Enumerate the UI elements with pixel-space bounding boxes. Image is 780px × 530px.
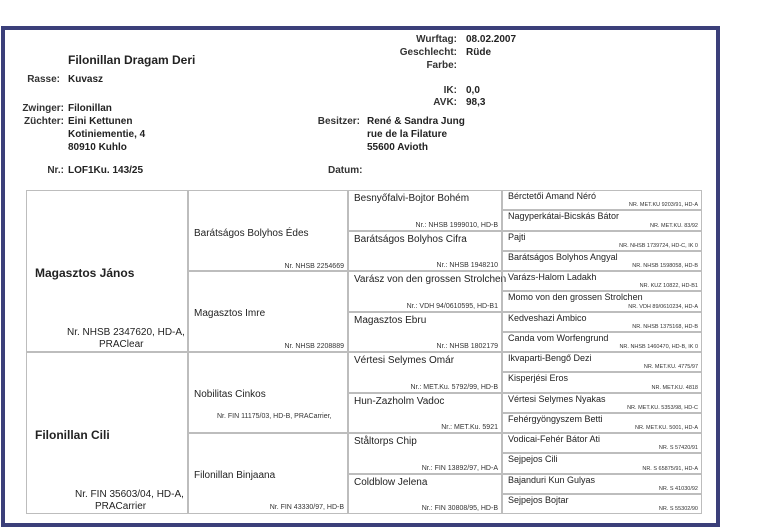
g3-reg: Nr.: FIN 13892/97, HD-A <box>421 464 498 472</box>
besitzer-label: Besitzer: <box>317 116 360 127</box>
geschlecht-value: Rüde <box>466 47 491 58</box>
wurftag-label: Wurftag: <box>416 34 457 45</box>
g3-cell <box>348 231 502 272</box>
g4-reg: NR. NHSB 1460470, HD-B, IK 0 <box>619 344 698 350</box>
g3-reg: Nr.: VDH 94/0610595, HD-B1 <box>406 302 498 310</box>
dam-reg2: PRACarrier <box>95 501 147 512</box>
g2-cell-4 <box>188 433 348 514</box>
rasse-label: Rasse: <box>27 74 60 85</box>
g2-cell-2 <box>188 271 348 352</box>
g4-cell <box>502 433 702 453</box>
besitzer-street: rue de la Filature <box>367 129 448 140</box>
g4-name: Vértesi Selymes Nyakas <box>508 393 606 404</box>
g4-reg: NR. MET.KU. 4818 <box>651 384 698 391</box>
g3-cell <box>348 190 502 231</box>
g4-name: Kisperjési Eros <box>508 373 569 384</box>
g2-reg-2: Nr. NHSB 2208889 <box>284 343 344 350</box>
sire-name: Magasztos János <box>35 266 135 280</box>
g4-name: Nagyperkátai-Bicskás Bátor <box>508 211 620 222</box>
g4-cell <box>502 291 702 311</box>
g4-cell <box>502 332 702 352</box>
g3-reg: Nr.: FIN 30808/95, HD-B <box>421 505 498 512</box>
wurftag-value: 08.02.2007 <box>466 34 517 45</box>
g4-name: Momo von den grossen Strolchen <box>508 292 643 303</box>
g4-cell <box>502 413 702 433</box>
g4-name: Bérctetői Amand Néró <box>508 191 597 201</box>
g4-reg: NR. KUZ 10822, HD-B1 <box>639 283 698 290</box>
g3-cell <box>348 433 502 474</box>
g3-name: Ståltorps Chip <box>354 436 417 447</box>
g4-cell <box>502 231 702 251</box>
zuechter-name: Eini Kettunen <box>68 116 133 127</box>
g4-cell <box>502 352 702 372</box>
dam-name: Filonillan Cili <box>35 428 110 442</box>
g4-cell <box>502 494 702 514</box>
g2-reg-3: Nr. FIN 11175/03, HD-B, PRACarrier, <box>217 413 332 420</box>
zwinger-value: Filonillan <box>68 103 112 114</box>
sire-reg2: PRAClear <box>99 339 144 350</box>
dam-reg: Nr. FIN 35603/04, HD-A, <box>75 489 184 500</box>
besitzer-city: 55600 Avioth <box>367 142 428 153</box>
g4-reg: NR. NHSB 1375168, HD-B <box>632 323 698 330</box>
besitzer-name: René & Sandra Jung <box>367 116 465 127</box>
g2-cell-3 <box>188 352 348 433</box>
g4-reg: NR. VDH 89/0610234, HD-A <box>628 303 698 310</box>
zuechter-label: Züchter: <box>24 116 64 127</box>
g4-reg: NR. NHSB 1739724, HD-C, IK 0 <box>619 242 698 249</box>
zuechter-street: Kotiniementie, 4 <box>68 129 146 140</box>
g3-cell <box>348 312 502 353</box>
g3-reg: Nr.: MET.Ku. 5921 <box>441 424 498 431</box>
g4-reg: NR. NHSB 1598058, HD-B <box>632 263 698 269</box>
g4-cell <box>502 251 702 271</box>
g3-name: Coldblow Jelena <box>354 476 428 488</box>
g4-cell <box>502 210 702 230</box>
g2-name-1: Barátságos Bolyhos Édes <box>194 228 309 239</box>
datum-label: Datum: <box>328 165 363 176</box>
dam-cell <box>26 352 188 514</box>
g3-name: Varász von den grossen Strolchen <box>354 274 507 285</box>
g4-name: Sejpejos Cili <box>508 454 558 465</box>
g4-name: Bajanduri Kun Gulyas <box>508 474 596 485</box>
g3-cell <box>348 393 502 434</box>
g4-name: Kedveshazi Ambico <box>508 312 587 323</box>
g3-reg: Nr.: MET.Ku. 5792/99, HD-B <box>410 383 498 391</box>
g4-name: Barátságos Bolyhos Angyal <box>508 251 618 262</box>
g4-cell <box>502 474 702 494</box>
g4-name: Fehérgyöngyszem Betti <box>508 413 603 424</box>
g4-reg: NR. S 41030/92 <box>658 485 698 492</box>
g2-cell-1 <box>188 190 348 271</box>
nr-label: Nr.: <box>47 165 64 176</box>
zwinger-label: Zwinger: <box>22 103 64 114</box>
g3-cell <box>348 352 502 393</box>
g4-name: Vodicai-Fehér Bátor Ati <box>508 434 601 444</box>
g4-cell <box>502 271 702 291</box>
g4-cell <box>502 453 702 473</box>
farbe-label: Farbe: <box>426 60 457 71</box>
pedigree-table <box>26 190 702 514</box>
g3-name: Besnyőfalvi-Bojtor Bohém <box>354 193 470 204</box>
g4-reg: NR. S 55302/90 <box>658 506 698 512</box>
g3-name: Hun-Zazholm Vadoc <box>354 395 445 407</box>
g3-name: Barátságos Bolyhos Cifra <box>354 233 467 245</box>
g4-reg: NR. S 57420/91 <box>658 445 698 452</box>
g3-reg: Nr.: NHSB 1948210 <box>436 262 498 269</box>
g4-name: Varázs-Halom Ladakh <box>508 272 597 282</box>
g3-cell <box>348 271 507 312</box>
g3-name: Magasztos Ebru <box>354 314 427 326</box>
g4-cell <box>502 372 702 392</box>
g4-reg: NR. MET.KU. 83/92 <box>650 222 698 229</box>
g3-cell <box>348 474 502 515</box>
g2-name-3: Nobilitas Cinkos <box>194 389 266 400</box>
ik-label: IK: <box>443 85 457 96</box>
g4-name: Canda vom Worfengrund <box>508 332 609 343</box>
dog-name: Filonillan Dragam Deri <box>68 53 196 67</box>
g4-reg: NR. MET.KU 9203/91, HD-A <box>628 202 698 209</box>
zuechter-city: 80910 Kuhlo <box>68 142 127 153</box>
avk-value: 98,3 <box>466 97 486 108</box>
g4-cell <box>502 312 702 332</box>
g2-reg-4: Nr. FIN 43330/97, HD-B <box>269 504 344 511</box>
g3-reg: Nr.: NHSB 1802179 <box>436 343 498 350</box>
sire-reg: Nr. NHSB 2347620, HD-A, <box>67 327 185 338</box>
ik-value: 0,0 <box>466 85 480 96</box>
g4-reg: NR. MET.KU. 5001, HD-A <box>635 425 698 431</box>
g4-reg: NR. MET.KU. 4775/97 <box>643 364 698 371</box>
g4-name: Ikvaparti-Bengő Dezi <box>508 353 592 363</box>
sire-cell <box>26 190 188 352</box>
avk-label: AVK: <box>433 97 457 108</box>
g4-cell <box>502 190 702 210</box>
rasse-value: Kuvasz <box>68 74 104 85</box>
g4-reg: NR. MET.KU. 5353/98, HD-C <box>627 404 698 411</box>
g4-cell <box>502 393 702 413</box>
g2-name-2: Magasztos Imre <box>194 308 266 319</box>
g3-reg: Nr.: NHSB 1999010, HD-B <box>415 221 498 229</box>
g2-name-4: Filonillan Binjaana <box>194 470 276 481</box>
g3-name: Vértesi Selymes Omár <box>354 355 455 366</box>
g4-reg: NR. S 65875/91, HD-A <box>642 465 698 472</box>
g2-reg-1: Nr. NHSB 2254669 <box>284 263 344 270</box>
g4-name: Pajti <box>508 231 526 242</box>
g4-name: Sejpejos Bojtar <box>508 494 569 505</box>
geschlecht-label: Geschlecht: <box>399 47 457 58</box>
nr-value: LOF1Ku. 143/25 <box>68 165 144 176</box>
